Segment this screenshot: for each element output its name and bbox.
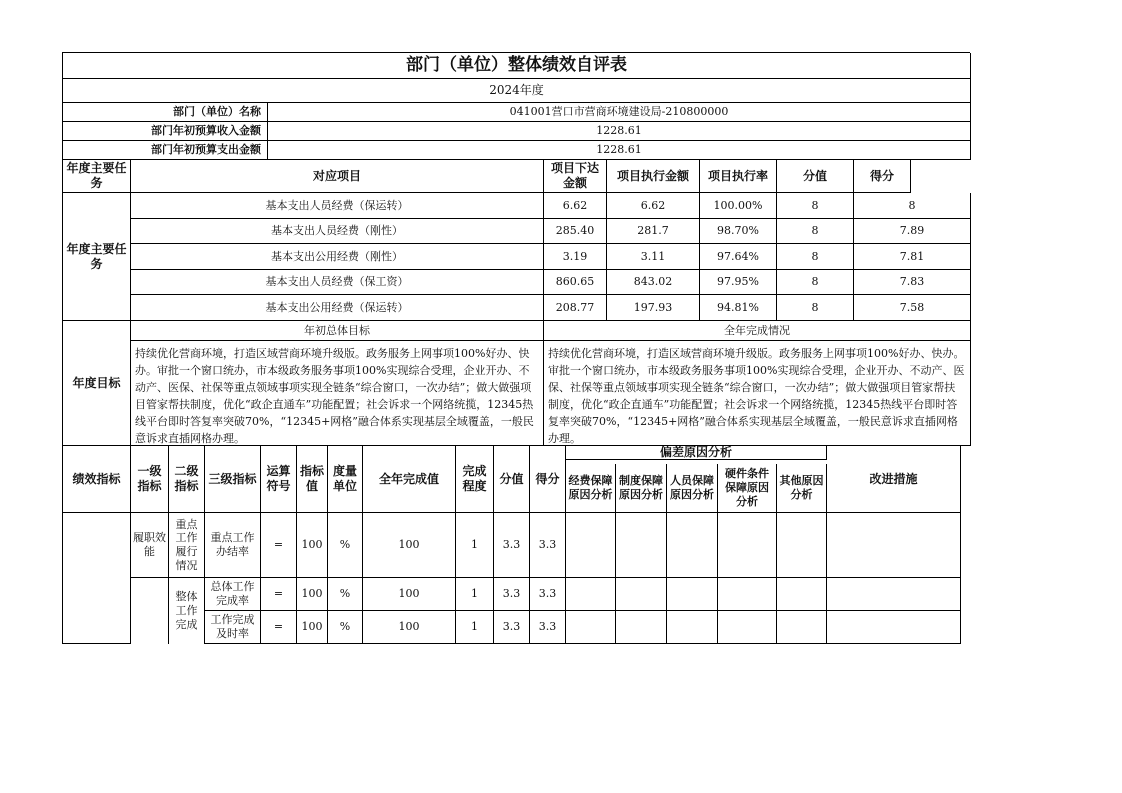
info-value-income: 1228.61 — [268, 122, 971, 141]
perf-unit: % — [328, 578, 363, 611]
perf-actual: 100 — [363, 611, 456, 644]
goals-initial-text: 持续优化营商环境，打造区域营商环境升级版。政务服务上网事项100%好办、快办。审批一个窗口统办，市本级政务服务事项100%实现综合受理，企业开办、不动产、医保、社保等重点领域事项实现全链条“综合窗口，一次办结”；做大做强项目管家帮扶制度，优化“政企直通车”功能配置；社会诉求一个网络统揽，12345热线平台即时答复率突破70%，“12345+网格”融合体系实现基层全域覆盖，一般民意诉求直插网格办理。 — [131, 341, 544, 446]
task-project: 基本支出公用经费（保运转） — [131, 295, 544, 321]
task-rate: 98.70% — [700, 219, 777, 244]
task-rate: 97.64% — [700, 244, 777, 270]
perf-op: = — [261, 611, 297, 644]
perf-l1-blank — [131, 578, 169, 644]
info-label-expense: 部门年初预算支出金额 — [63, 141, 268, 160]
task-issued: 285.40 — [544, 219, 607, 244]
perf-score: 3.3 — [494, 611, 530, 644]
perf-header-degree: 完成程度 — [456, 446, 494, 513]
perf-dev-cell — [777, 513, 827, 578]
perf-dev-cell — [718, 513, 777, 578]
perf-row-label-blank — [63, 513, 131, 644]
tasks-header-task: 年度主要任务 — [63, 160, 131, 193]
goals-section — [62, 321, 970, 446]
task-got: 7.58 — [854, 295, 971, 321]
perf-l2: 整体工作完成 — [169, 578, 205, 644]
perf-dev-cell — [718, 611, 777, 644]
info-value-name: 041001营口市营商环境建设局-210800000 — [268, 103, 971, 122]
perf-got: 3.3 — [530, 611, 566, 644]
task-issued: 208.77 — [544, 295, 607, 321]
performance-table — [62, 446, 970, 644]
tasks-header-rate: 项目执行率 — [700, 160, 777, 193]
department-info — [62, 103, 970, 160]
info-label-name: 部门（单位）名称 — [63, 103, 268, 122]
perf-header-dev-system: 制度保障原因分析 — [616, 464, 667, 513]
perf-dev-cell — [616, 611, 667, 644]
task-score: 8 — [777, 193, 854, 219]
perf-dev-cell — [566, 513, 616, 578]
perf-got: 3.3 — [530, 513, 566, 578]
goals-row-label: 年度目标 — [63, 321, 131, 446]
task-project: 基本支出人员经费（保运转） — [131, 193, 544, 219]
perf-header-dev-funding: 经费保障原因分析 — [566, 464, 616, 513]
perf-improve-cell — [827, 611, 961, 644]
goals-complete-header: 全年完成情况 — [544, 321, 971, 341]
perf-l1: 履职效能 — [131, 513, 169, 578]
perf-unit: % — [328, 611, 363, 644]
perf-row-label: 绩效指标 — [63, 446, 131, 513]
perf-degree: 1 — [456, 578, 494, 611]
perf-header-got: 得分 — [530, 446, 566, 513]
perf-header-improve: 改进措施 — [827, 446, 961, 513]
task-rate: 97.95% — [700, 270, 777, 295]
perf-dev-cell — [616, 578, 667, 611]
perf-improve-cell — [827, 513, 961, 578]
perf-score: 3.3 — [494, 513, 530, 578]
perf-header-op: 运算符号 — [261, 446, 297, 513]
task-issued: 6.62 — [544, 193, 607, 219]
performance-self-evaluation-sheet — [62, 52, 970, 644]
perf-target: 100 — [297, 513, 328, 578]
perf-dev-cell — [777, 578, 827, 611]
perf-actual: 100 — [363, 578, 456, 611]
perf-header-deviation: 偏差原因分析 — [566, 446, 827, 460]
perf-dev-cell — [667, 578, 718, 611]
perf-header-actual: 全年完成值 — [363, 446, 456, 513]
task-project: 基本支出人员经费（保工资） — [131, 270, 544, 295]
task-got: 7.83 — [854, 270, 971, 295]
goals-initial-header: 年初总体目标 — [131, 321, 544, 341]
tasks-header-project: 对应项目 — [131, 160, 544, 193]
perf-header-dev-other: 其他原因分析 — [777, 464, 827, 513]
perf-degree: 1 — [456, 611, 494, 644]
perf-header-l1: 一级指标 — [131, 446, 169, 513]
tasks-header-issued: 项目下达金额 — [544, 160, 607, 193]
task-score: 8 — [777, 244, 854, 270]
sheet-header — [62, 52, 970, 103]
task-project: 基本支出人员经费（刚性） — [131, 219, 544, 244]
perf-l3: 工作完成及时率 — [205, 611, 261, 644]
task-got: 7.89 — [854, 219, 971, 244]
task-issued: 3.19 — [544, 244, 607, 270]
task-score: 8 — [777, 270, 854, 295]
perf-dev-cell — [667, 513, 718, 578]
task-rate: 94.81% — [700, 295, 777, 321]
perf-target: 100 — [297, 611, 328, 644]
task-score: 8 — [777, 219, 854, 244]
tasks-header-score: 分值 — [777, 160, 854, 193]
perf-header-score: 分值 — [494, 446, 530, 513]
task-executed: 843.02 — [607, 270, 700, 295]
task-rate: 100.00% — [700, 193, 777, 219]
perf-dev-cell — [777, 611, 827, 644]
perf-header-unit: 度量单位 — [328, 446, 363, 513]
task-project: 基本支出公用经费（刚性） — [131, 244, 544, 270]
perf-op: = — [261, 513, 297, 578]
perf-unit: % — [328, 513, 363, 578]
perf-score: 3.3 — [494, 578, 530, 611]
task-executed: 281.7 — [607, 219, 700, 244]
task-got: 8 — [854, 193, 971, 219]
perf-dev-cell — [566, 578, 616, 611]
task-executed: 6.62 — [607, 193, 700, 219]
tasks-header-got: 得分 — [854, 160, 911, 193]
task-got: 7.81 — [854, 244, 971, 270]
perf-l3: 总体工作完成率 — [205, 578, 261, 611]
perf-header-l3: 三级指标 — [205, 446, 261, 513]
perf-header-dev-hardware: 硬件条件保障原因分析 — [718, 464, 777, 513]
perf-l3: 重点工作办结率 — [205, 513, 261, 578]
perf-header-target: 指标值 — [297, 446, 328, 513]
tasks-table — [62, 160, 970, 321]
year-label: 2024年度 — [63, 79, 971, 103]
perf-l2: 重点工作履行情况 — [169, 513, 205, 578]
info-label-income: 部门年初预算收入金额 — [63, 122, 268, 141]
perf-actual: 100 — [363, 513, 456, 578]
perf-dev-cell — [667, 611, 718, 644]
perf-dev-cell — [566, 611, 616, 644]
task-executed: 197.93 — [607, 295, 700, 321]
goals-complete-text: 持续优化营商环境，打造区域营商环境升级版。政务服务上网事项100%好办、快办。审批一个窗口统办，市本级政务服务事项100%实现综合受理，企业开办、不动产、医保、社保等重点领域事项实现全链条“综合窗口，一次办结”；做大做强项目管家帮扶制度，优化“政企直通车”功能配置；社会诉求一个网络统揽，12345热线平台即时答复率突破70%，“12345+网格”融合体系实现基层全域覆盖，一般民意诉求直插网格办理。 — [544, 341, 971, 446]
task-score: 8 — [777, 295, 854, 321]
info-value-expense: 1228.61 — [268, 141, 971, 160]
tasks-header-executed: 项目执行金额 — [607, 160, 700, 193]
tasks-row-label: 年度主要任务 — [63, 193, 131, 321]
task-executed: 3.11 — [607, 244, 700, 270]
perf-target: 100 — [297, 578, 328, 611]
perf-got: 3.3 — [530, 578, 566, 611]
perf-improve-cell — [827, 578, 961, 611]
perf-op: = — [261, 578, 297, 611]
task-issued: 860.65 — [544, 270, 607, 295]
sheet-title: 部门（单位）整体绩效自评表 — [63, 53, 971, 79]
perf-header-dev-staff: 人员保障原因分析 — [667, 464, 718, 513]
perf-degree: 1 — [456, 513, 494, 578]
perf-header-l2: 二级指标 — [169, 446, 205, 513]
perf-dev-cell — [616, 513, 667, 578]
perf-dev-cell — [718, 578, 777, 611]
